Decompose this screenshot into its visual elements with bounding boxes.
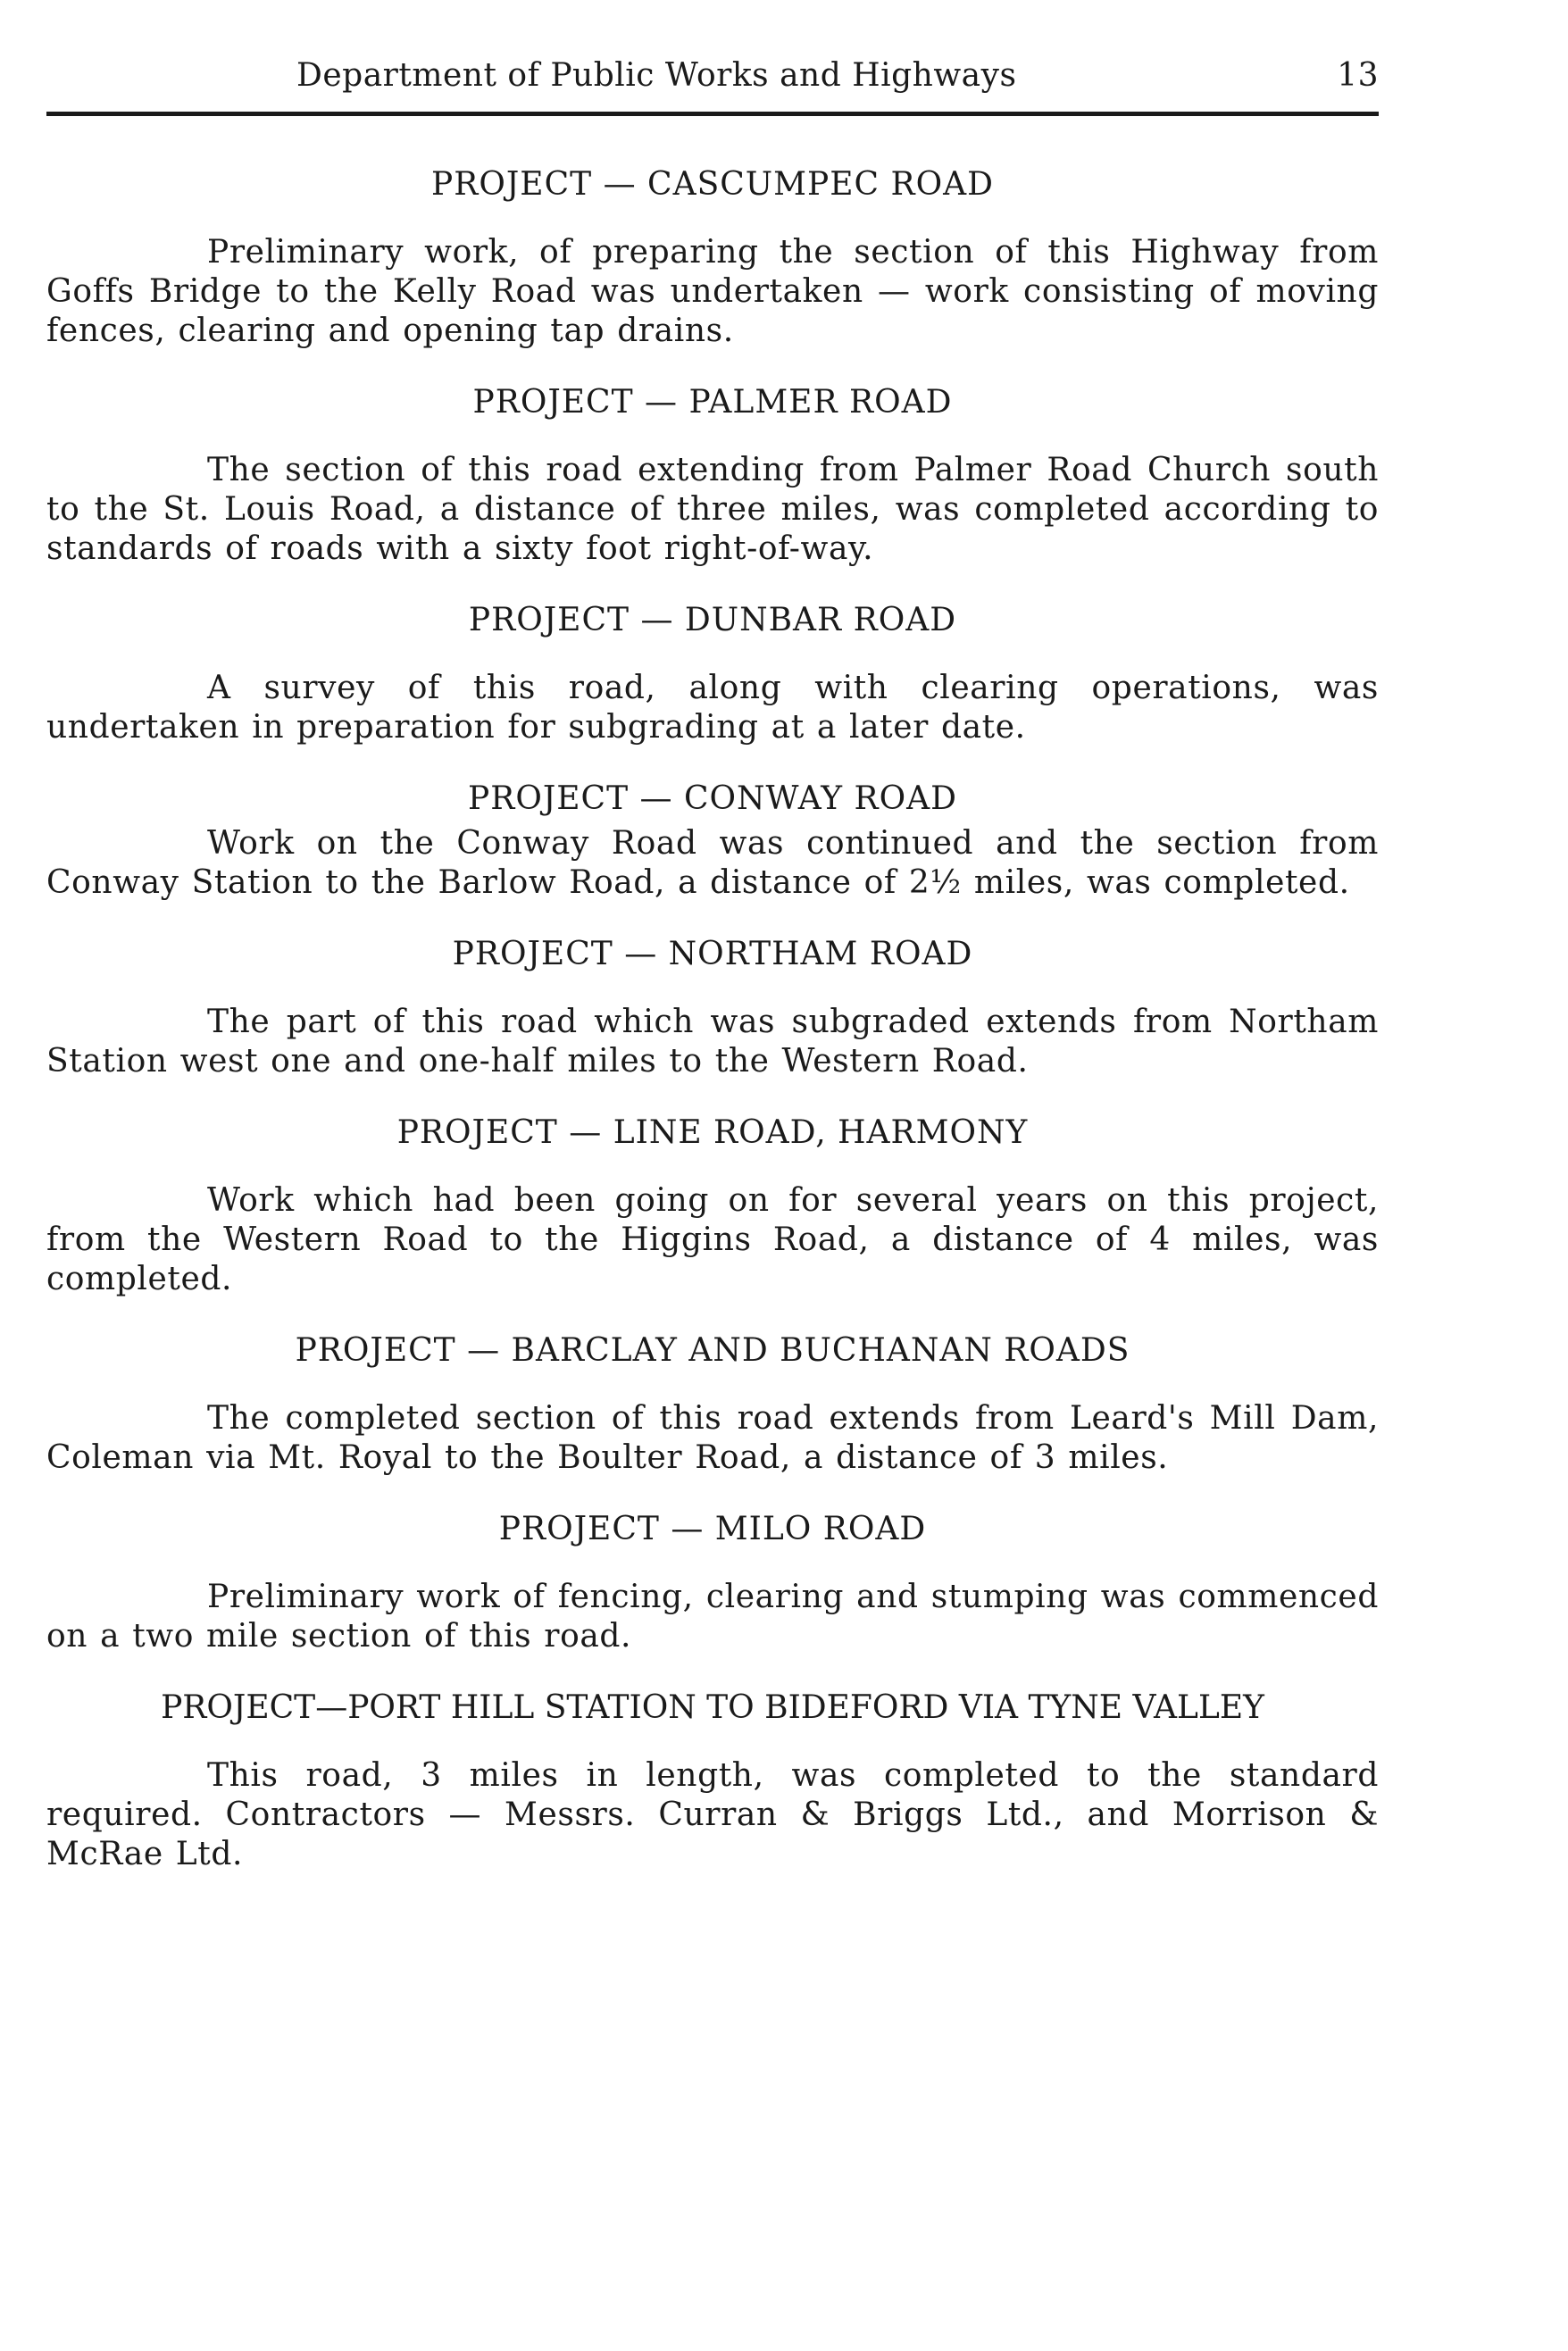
document-body <box>46 165 1379 1874</box>
running-header-title: Department of Public Works and Highways <box>296 57 1017 94</box>
section-heading-milo-road: PROJECT — MILO ROAD <box>498 1511 927 1547</box>
section-paragraph-dunbar-road: A survey of this road, along with clearing operations, was undertaken in preparation for subgrading at a later date. <box>46 670 1379 746</box>
section-heading-port-hill-to-bideford: PROJECT—PORT HILL STATION TO BIDEFORD VIA TYNE VALLEY <box>161 1689 1264 1726</box>
section-paragraph-milo-road: Preliminary work of fencing, clearing and stumping was commenced on a two mile section of this road. <box>46 1579 1379 1655</box>
section-heading-palmer-road: PROJECT — PALMER ROAD <box>472 384 953 421</box>
section-paragraph-northam-road: The part of this road which was subgraded extends from Northam Station west one and one-half miles to the Western Road. <box>46 1004 1379 1080</box>
section-heading-cascumpec-road: PROJECT — CASCUMPEC ROAD <box>431 166 994 203</box>
section-paragraph-line-road-harmony: Work which had been going on for several years on this project, from the Western Road to the Higgins Road, a distance of 4 miles, was completed. <box>46 1182 1379 1297</box>
running-header <box>46 57 1379 107</box>
page-number: 13 <box>1337 57 1379 94</box>
section-paragraph-barclay-buchanan-roads: The completed section of this road extends from Leard's Mill Dam, Coleman via Mt. Royal to the Boulter Road, a distance of 3 miles. <box>46 1400 1379 1476</box>
section-heading-barclay-buchanan-roads: PROJECT — BARCLAY AND BUCHANAN ROADS <box>295 1332 1130 1369</box>
section-heading-northam-road: PROJECT — NORTHAM ROAD <box>452 936 973 972</box>
section-heading-line-road-harmony: PROJECT — LINE ROAD, HARMONY <box>396 1114 1029 1151</box>
section-heading-dunbar-road: PROJECT — DUNBAR ROAD <box>468 602 957 638</box>
section-paragraph-palmer-road: The section of this road extending from Palmer Road Church south to the St. Louis Road, a distance of three miles, was completed according to standards of roads with a sixty foot right-of-way. <box>46 452 1379 567</box>
section-paragraph-conway-road: Work on the Conway Road was continued and the section from Conway Station to the Barlow Road, a distance of 2½ miles, was completed. <box>46 825 1379 901</box>
section-heading-conway-road: PROJECT — CONWAY ROAD <box>468 780 957 817</box>
section-paragraph-port-hill-to-bideford: This road, 3 miles in length, was completed to the standard required. Contractors — Messrs. Curran & Briggs Ltd., and Morrison & McRae Ltd. <box>46 1757 1379 1872</box>
section-paragraph-cascumpec-road: Preliminary work, of preparing the section of this Highway from Goffs Bridge to the Kelly Road was undertaken — work consisting of moving fences, clearing and opening tap drains. <box>46 234 1379 349</box>
header-rule <box>46 112 1379 116</box>
